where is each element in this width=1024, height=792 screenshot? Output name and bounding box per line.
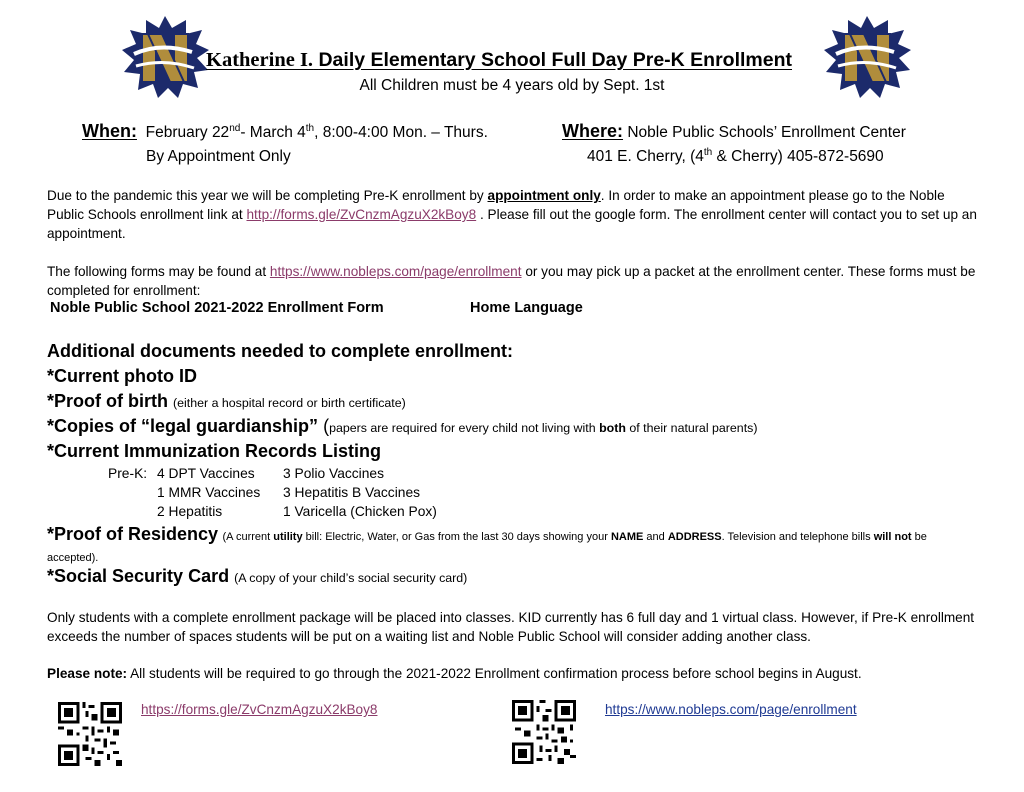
where-address-sup: th <box>703 146 713 158</box>
doc-guardianship-note-2: of their natural parents) <box>629 421 758 435</box>
title-school-initial: Katherine I. <box>206 49 314 71</box>
doc-immunization: *Current Immunization Records Listing <box>47 441 382 461</box>
doc-ssc-label: *Social Security Card <box>47 566 230 586</box>
please-note <box>47 664 982 683</box>
please-note-text: All students will be required to go through the 2021-2022 Enrollment confirmation process before school begins in August. <box>127 666 862 681</box>
immunization-label: Pre-K: <box>108 466 148 481</box>
qr-code-icon <box>58 702 122 766</box>
forms-paragraph <box>47 262 982 300</box>
where-address-a: 401 E. Cherry, (4 <box>587 148 704 165</box>
doc-ssc-note: (A copy of your child’s social security card) <box>234 571 468 585</box>
forms-text-2: or you may pick up a packet at the enrollment center. These forms must be completed for enrollment: <box>47 264 976 298</box>
doc-social-security <box>47 566 467 587</box>
qr-code-icon <box>512 700 576 764</box>
when-date-end-sup: th <box>305 122 315 134</box>
documents-heading: Additional documents needed to complete enrollment: <box>47 341 514 361</box>
intro-text-3: . Please fill out the google form. The enrollment center will contact you to set up an appointment. <box>47 207 977 241</box>
residency-note-utility: utility <box>273 531 303 543</box>
doc-residency-label: *Proof of Residency <box>47 524 219 544</box>
immunization-col2-row2: 3 Hepatitis B Vaccines <box>283 485 421 500</box>
residency-note-1: (A current <box>222 531 271 543</box>
residency-note-3: and <box>646 531 665 543</box>
enrollment-page-link[interactable]: https://www.nobleps.com/page/enrollment <box>269 264 522 279</box>
footer-google-form-link[interactable]: https://forms.gle/ZvCnzmAgzuX2kBoy8 <box>141 702 378 717</box>
residency-note-address: ADDRESS <box>667 531 722 543</box>
where-address-b: & Cherry) 405-872-5690 <box>712 148 884 165</box>
doc-guardianship-paren: ( <box>323 416 330 436</box>
where-place: Noble Public Schools’ Enrollment Center <box>627 124 906 141</box>
doc-residency <box>47 524 977 568</box>
when-date-start: February 22 <box>145 124 230 141</box>
form-home-language: Home Language <box>470 300 583 316</box>
immunization-col2-row3: 1 Varicella (Chicken Pox) <box>283 504 437 519</box>
intro-text-1: Due to the pandemic this year we will be completing Pre-K enrollment by <box>47 188 484 203</box>
doc-birth-note: (either a hospital record or birth certificate) <box>173 396 406 410</box>
doc-guardianship <box>47 416 757 437</box>
immunization-col1-row1: 4 DPT Vaccines <box>157 466 255 481</box>
google-form-link[interactable]: http://forms.gle/ZvCnzmAgzuX2kBoy8 <box>246 207 477 222</box>
where-section <box>562 121 906 142</box>
when-dates <box>141 124 488 141</box>
intro-paragraph <box>47 186 982 243</box>
doc-photo-id: *Current photo ID <box>47 366 197 386</box>
doc-guardianship-label: *Copies of “legal guardianship” <box>47 416 319 436</box>
doc-guardianship-note-1: papers are required for every child not living with <box>329 421 596 435</box>
residency-note-name: NAME <box>610 531 644 543</box>
immunization-col1-row3: 2 Hepatitis <box>157 504 223 519</box>
residency-note-4: . Television and telephone bills <box>721 531 871 543</box>
footer-enrollment-page-link[interactable]: https://www.nobleps.com/page/enrollment <box>605 702 857 717</box>
residency-note-2: bill: Electric, Water, or Gas from the last 30 days showing your <box>305 531 608 543</box>
doc-birth-label: *Proof of birth <box>47 391 168 411</box>
closing-paragraph: Only students with a complete enrollment package will be placed into classes. KID currently has 6 full day and 1 virtual class. However, if Pre-K enrollment exceeds the number of spaces students will be put on a waiting list and Noble Public School will consider adding another class. <box>47 610 975 644</box>
when-date-rest: , 8:00-4:00 Mon. – Thurs. <box>314 124 488 141</box>
intro-text-2: . In order to make an appointment please go to the Noble Public Schools enrollment link at <box>47 188 945 222</box>
where-label: Where: <box>562 121 624 141</box>
page-subtitle: All Children must be 4 years old by Sept. 1st <box>359 77 665 94</box>
residency-note-will-not: will not <box>873 531 912 543</box>
when-appointment: By Appointment Only <box>146 148 291 165</box>
forms-text-1: The following forms may be found at <box>47 264 267 279</box>
please-note-label: Please note: <box>47 666 128 681</box>
title-main: Daily Elementary School Full Day Pre-K Enrollment <box>318 49 793 71</box>
intro-emphasis: appointment only <box>487 188 601 203</box>
page-title <box>206 49 792 72</box>
when-section <box>82 121 488 142</box>
doc-proof-of-birth <box>47 391 406 412</box>
when-date-start-sup: nd <box>229 122 241 134</box>
immunization-col2-row1: 3 Polio Vaccines <box>283 466 384 481</box>
when-label: When: <box>82 121 137 141</box>
form-enrollment: Noble Public School 2021-2022 Enrollment Form <box>50 300 384 316</box>
where-address <box>587 148 884 166</box>
doc-guardianship-note-bold: both <box>599 421 626 435</box>
when-date-mid: - March 4 <box>240 124 306 141</box>
immunization-col1-row2: 1 MMR Vaccines <box>157 485 261 500</box>
residency-note-5: be accepted). <box>47 531 927 564</box>
